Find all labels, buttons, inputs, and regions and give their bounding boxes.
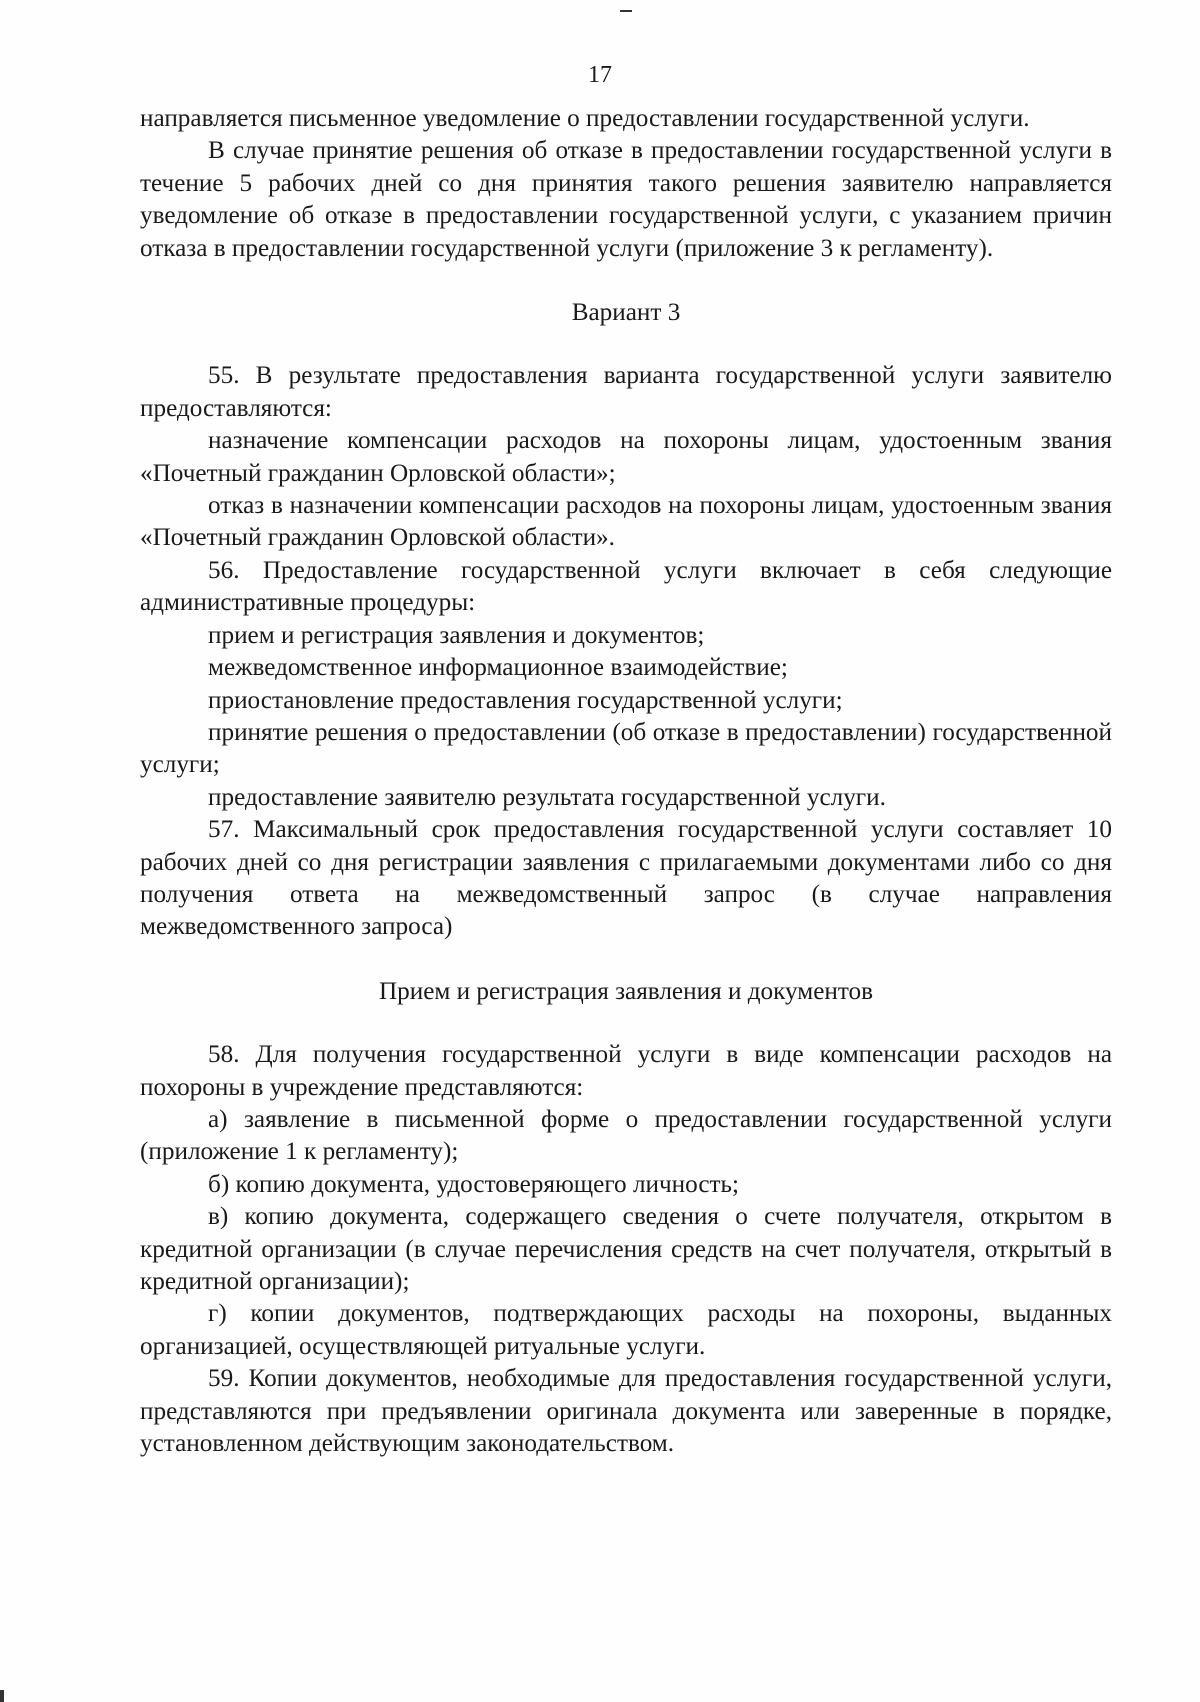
list-item-procedure-decision: принятие решения о предоставлении (об отказе в предоставлении) государственной услуги; bbox=[140, 718, 1112, 779]
list-item-procedure-suspension: приостановление предоставления государственной услуги; bbox=[208, 686, 843, 714]
paragraph-59: 59. Копии документов, необходимые для предоставления государственной услуги, представляются при предъявлении оригинала документа или заверенные в порядке, установленном действующим законодательством. bbox=[140, 1365, 1112, 1458]
list-item-58-b: б) копию документа, удостоверяющего личность; bbox=[208, 1170, 740, 1198]
paragraph-55: 55. В результате предоставления варианта государственной услуги заявителю предоставляются: bbox=[140, 362, 1112, 422]
list-item-procedure-result: предоставление заявителю результата государственной услуги. bbox=[208, 783, 886, 811]
scan-artifact-corner bbox=[0, 1690, 4, 1702]
paragraph-continuation: направляется письменное уведомление о предоставлении государственной услуги. bbox=[140, 105, 1030, 132]
list-item-58-v: в) копию документа, содержащего сведения о счете получателя, открытом в кредитной организации (в случае перечисления средств на счет получателя, открытый в кредитной организации); bbox=[140, 1203, 1112, 1295]
list-item-58-g: г) копии документов, подтверждающих расходы на похороны, выданных организацией, осуществляющей ритуальные услуги. bbox=[140, 1300, 1112, 1360]
section-heading-variant-3: Вариант 3 bbox=[571, 299, 681, 327]
paragraph-refusal-notice: В случае принятие решения об отказе в предоставлении государственной услуги в течение 5 рабочих дней со дня принятия такого решения заявителю направляется уведомление об отказе в предоставлении государственной услуги, с указанием причин отказа в предоставлении государственной услуги (приложение 3 к регламенту). bbox=[140, 137, 1112, 262]
scan-artifact-top bbox=[620, 10, 632, 12]
paragraph-56: 56. Предоставление государственной услуги включает в себя следующие административные процедуры: bbox=[140, 556, 1112, 617]
document-body bbox=[140, 103, 1112, 1460]
paragraph-58: 58. Для получения государственной услуги в виде компенсации расходов на похороны в учреждение представляются: bbox=[140, 1041, 1112, 1101]
list-item-procedure-reception: прием и регистрация заявления и документов; bbox=[208, 621, 705, 649]
list-item-58-a: а) заявление в письменной форме о предоставлении государственной услуги (приложение 1 к регламенту); bbox=[140, 1105, 1112, 1166]
list-item-result-refusal: отказ в назначении компенсации расходов на похороны лицам, удостоенным звания «Почетный гражданин Орловской области». bbox=[140, 492, 1112, 552]
page-number: 17 bbox=[588, 62, 612, 88]
list-item-result-assignment: назначение компенсации расходов на похороны лицам, удостоенным звания «Почетный гражданин Орловской области»; bbox=[140, 427, 1112, 487]
list-item-procedure-interagency: межведомственное информационное взаимодействие; bbox=[208, 654, 788, 682]
section-heading-reception: Прием и регистрация заявления и документов bbox=[378, 977, 874, 1005]
paragraph-57: 57. Максимальный срок предоставления государственной услуги составляет 10 рабочих дней со дня регистрации заявления с прилагаемыми документами либо со дня получения ответа на межведомственный запрос (в случае направления межведомственного запроса) bbox=[140, 816, 1112, 941]
